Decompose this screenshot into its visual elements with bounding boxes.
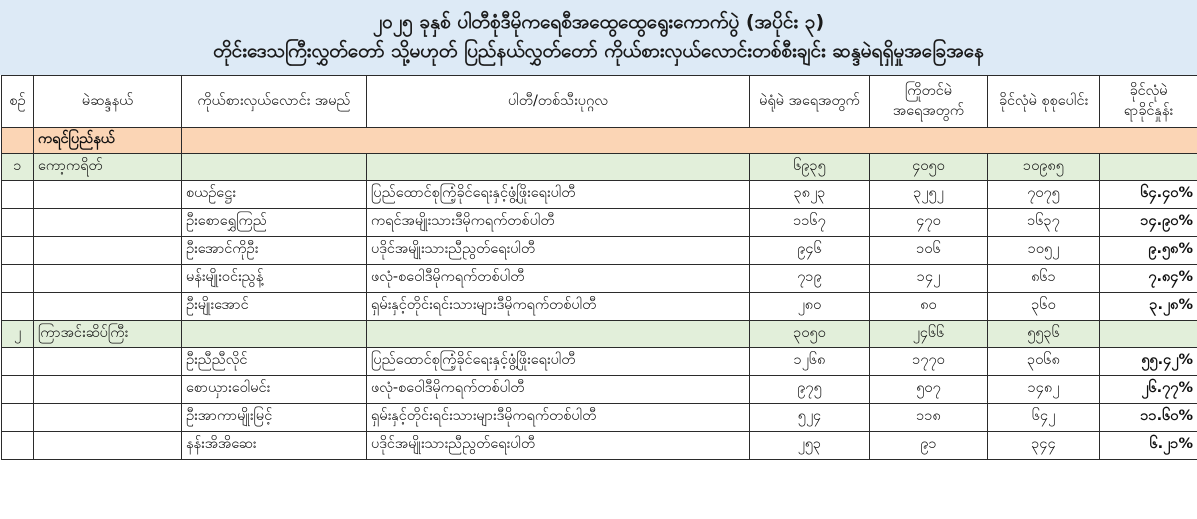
cell-valid-total: ၈၆၁ (988, 265, 1100, 293)
cell-constituency (34, 181, 182, 209)
cell-valid-percent: ၆၄.၄၀% (1100, 181, 1197, 209)
column-header-valid-total: ခိုင်လုံမဲ စုစုပေါင်း (988, 76, 1100, 128)
cell-valid-percent (1100, 154, 1197, 181)
cell-party: ရှမ်းနှင့်တိုင်းရင်းသားများဒီမိုကရက်တစ်ပါတီ (367, 404, 750, 432)
cell-candidate: စယဉ်ဋ္ဌေး (182, 181, 367, 209)
cell-constituency (34, 209, 182, 237)
cell-party: ပြည်ထောင်စုကြံ့ခိုင်ရေးနှင့်ဖွံ့ဖြိုးရေးပါတီ (367, 181, 750, 209)
cell-polling-votes: ၂၈၀ (750, 293, 870, 321)
cell-candidate: နန်းအိအိဆေး (182, 432, 367, 460)
cell-valid-total: ၆၄၂ (988, 404, 1100, 432)
cell-advance-votes: ၃၂၅၂ (870, 181, 988, 209)
column-header-party: ပါတီ/တစ်သီးပုဂ္ဂလ (367, 76, 750, 128)
cell-valid-percent: ၇.၈၄% (1100, 265, 1197, 293)
cell-polling-votes: ၆၉၃၅ (750, 154, 870, 181)
cell-no (2, 376, 34, 404)
table-row (2, 181, 1197, 209)
cell-constituency (34, 376, 182, 404)
column-header-valid-percent: ခိုင်လုံမဲ ရာခိုင်နှုန်း (1100, 76, 1197, 128)
cell-candidate: ဦးမျိုးအောင် (182, 293, 367, 321)
cell-constituency: ကြာအင်းဆိပ်ကြီး (34, 321, 182, 348)
cell-no (2, 209, 34, 237)
table-row (2, 404, 1197, 432)
column-header-advance-votes: ကြိုတင်မဲ အရေအတွက် (870, 76, 988, 128)
cell-candidate: ဦးစောရွှေကြည် (182, 209, 367, 237)
cell-valid-total: ၃၀၆၈ (988, 348, 1100, 376)
cell-constituency (34, 348, 182, 376)
cell-party: ပဒိုင်အမျိုးသားညီညွတ်ရေးပါတီ (367, 237, 750, 265)
cell-candidate: ဦးအာကာမျိုးမြင့် (182, 404, 367, 432)
cell-no: ၂ (2, 321, 34, 348)
header-title-line1: ၂၀၂၅ ခုနှစ် ပါတီစုံဒီမိုကရေစီအထွေထွေရွေးကောက်ပွဲ (အပိုင်း ၃) (372, 11, 825, 33)
table-row (2, 209, 1197, 237)
cell-candidate: စောယှားဝေါမင်း (182, 376, 367, 404)
cell-valid-total: ၇၀၇၅ (988, 181, 1100, 209)
header-title-line2: တိုင်းဒေသကြီးလွှတ်တော် သို့မဟုတ် ပြည်နယ်လွှတ်တော် ကိုယ်စားလှယ်လောင်းတစ်စီးချင်း ဆန္ဒမဲရရှိမှုအခြေအနေ (213, 39, 984, 62)
table-row (2, 376, 1197, 404)
column-header-no: စဉ် (2, 76, 34, 128)
column-header-candidate: ကိုယ်စားလှယ်လောင်း အမည် (182, 76, 367, 128)
table-row (2, 348, 1197, 376)
column-header-polling-votes: မဲရုံမဲ အရေအတွက် (750, 76, 870, 128)
cell-advance-votes: ၄၀၅၀ (870, 154, 988, 181)
cell-valid-total: ၃၄၄ (988, 432, 1100, 460)
cell-party: ပဒိုင်အမျိုးသားညီညွတ်ရေးပါတီ (367, 432, 750, 460)
cell-constituency (34, 237, 182, 265)
cell-candidate: ဦးညီညီလိုင် (182, 348, 367, 376)
cell-advance-votes: ၁၁၈ (870, 404, 988, 432)
cell-constituency (34, 432, 182, 460)
cell-polling-votes: ၃၈၂၃ (750, 181, 870, 209)
cell-no (2, 432, 34, 460)
cell-advance-votes: ၁၄၂ (870, 265, 988, 293)
cell-state-filler (182, 128, 1197, 154)
cell-party (367, 154, 750, 181)
cell-candidate (182, 154, 367, 181)
cell-constituency (34, 265, 182, 293)
cell-advance-votes: ၂၄၆၆ (870, 321, 988, 348)
cell-party: ဖလုံ-စဝေါဒီမိုကရက်တစ်ပါတီ (367, 265, 750, 293)
cell-advance-votes: ၈၀ (870, 293, 988, 321)
cell-valid-percent: ၉.၅၈% (1100, 237, 1197, 265)
cell-no (2, 404, 34, 432)
table-row (2, 321, 1197, 348)
table-row (2, 128, 1197, 154)
table-row (2, 154, 1197, 181)
table-row (2, 265, 1197, 293)
cell-advance-votes: ၉၁ (870, 432, 988, 460)
cell-no (2, 265, 34, 293)
table-body (2, 128, 1197, 460)
election-results-table (1, 75, 1197, 460)
cell-advance-votes: ၁၇၇၀ (870, 348, 988, 376)
cell-valid-total: ၁၄၈၂ (988, 376, 1100, 404)
cell-no: ၁ (2, 154, 34, 181)
column-header-constituency: မဲဆန္ဒနယ် (34, 76, 182, 128)
cell-valid-total: ၁၆၃၇ (988, 209, 1100, 237)
cell-polling-votes: ၅၂၄ (750, 404, 870, 432)
cell-advance-votes: ၄၇၀ (870, 209, 988, 237)
cell-advance-votes: ၁၀၆ (870, 237, 988, 265)
cell-party: ပြည်ထောင်စုကြံ့ခိုင်ရေးနှင့်ဖွံ့ဖြိုးရေးပါတီ (367, 348, 750, 376)
table-header-row (2, 76, 1197, 128)
cell-no (2, 128, 34, 154)
document-header (0, 0, 1197, 75)
cell-valid-percent: ၁၁.၆၀% (1100, 404, 1197, 432)
cell-valid-percent: ၆.၂၁% (1100, 432, 1197, 460)
cell-no (2, 237, 34, 265)
cell-no (2, 293, 34, 321)
table-row (2, 237, 1197, 265)
cell-constituency (34, 293, 182, 321)
cell-polling-votes: ၉၄၆ (750, 237, 870, 265)
cell-valid-percent: ၁၄.၉၀% (1100, 209, 1197, 237)
cell-party: ဖလုံ-စဝေါဒီမိုကရက်တစ်ပါတီ (367, 376, 750, 404)
cell-valid-percent: ၅၅.၄၂% (1100, 348, 1197, 376)
cell-no (2, 348, 34, 376)
cell-valid-total: ၃၆၀ (988, 293, 1100, 321)
cell-valid-percent: ၃.၂၈% (1100, 293, 1197, 321)
cell-state-name: ကရင်ပြည်နယ် (34, 128, 182, 154)
cell-constituency: ကော့ကရိတ် (34, 154, 182, 181)
cell-polling-votes: ၇၁၉ (750, 265, 870, 293)
cell-valid-total: ၁၀၅၂ (988, 237, 1100, 265)
cell-no (2, 181, 34, 209)
cell-polling-votes: ၃၀၅၀ (750, 321, 870, 348)
cell-party: ရှမ်းနှင့်တိုင်းရင်းသားများဒီမိုကရက်တစ်ပါတီ (367, 293, 750, 321)
cell-polling-votes: ၁၁၆၇ (750, 209, 870, 237)
cell-polling-votes: ၁၂၆၈ (750, 348, 870, 376)
cell-candidate: မန်းမျိုးဝင်းညွန့် (182, 265, 367, 293)
cell-valid-total: ၅၅၃၆ (988, 321, 1100, 348)
cell-party: ကရင်အမျိုးသားဒီမိုကရက်တစ်ပါတီ (367, 209, 750, 237)
cell-valid-total: ၁၀၉၈၅ (988, 154, 1100, 181)
cell-valid-percent: ၂၆.၇၇% (1100, 376, 1197, 404)
cell-polling-votes: ၂၅၃ (750, 432, 870, 460)
table-row (2, 432, 1197, 460)
cell-valid-percent (1100, 321, 1197, 348)
cell-polling-votes: ၉၇၅ (750, 376, 870, 404)
cell-party (367, 321, 750, 348)
cell-candidate: ဦးအောင်ကိုဦး (182, 237, 367, 265)
cell-constituency (34, 404, 182, 432)
cell-candidate (182, 321, 367, 348)
table-row (2, 293, 1197, 321)
cell-advance-votes: ၅၀၇ (870, 376, 988, 404)
